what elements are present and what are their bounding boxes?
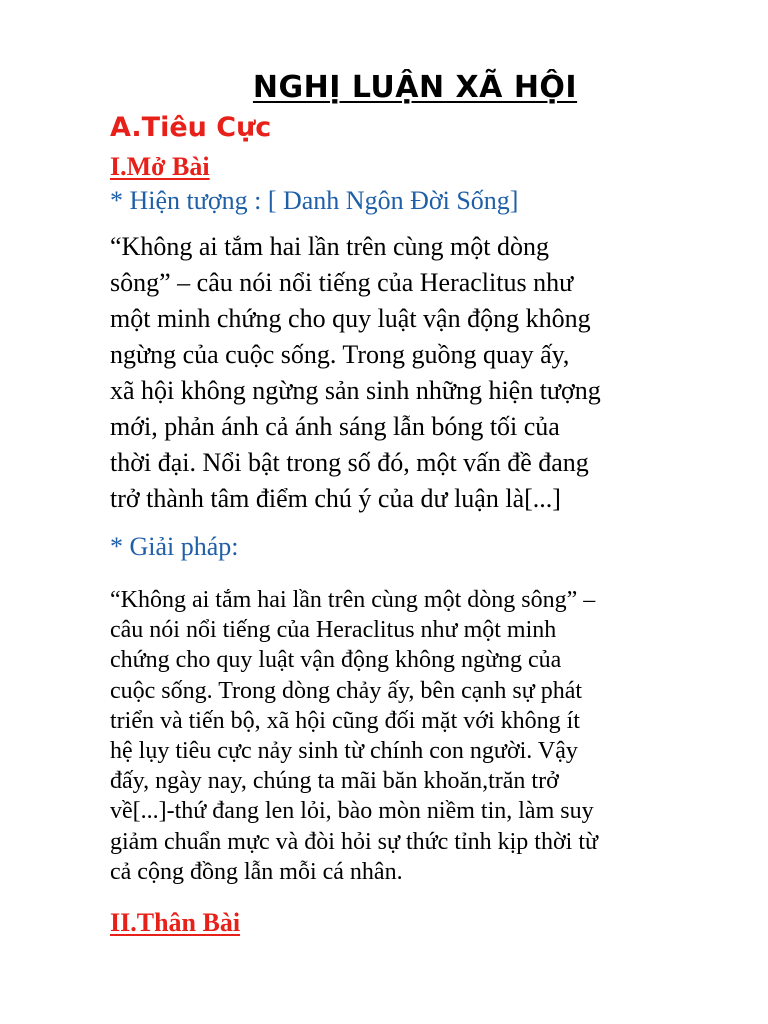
- paragraph-line: chứng cho quy luật vận động không ngừng của: [110, 647, 562, 674]
- intro-heading: I.Mở Bài: [110, 152, 210, 181]
- intro-paragraph-phenomenon: [110, 229, 710, 517]
- paragraph-line: cuộc sống. Trong dòng chảy ấy, bên cạnh sự phát: [110, 677, 583, 704]
- paragraph-line: một minh chứng cho quy luật vận động không: [110, 304, 591, 333]
- body-heading: II.Thân Bài: [110, 908, 241, 937]
- paragraph-line: “Không ai tắm hai lần trên cùng một dòng sông” –: [110, 587, 596, 613]
- paragraph-line: mới, phản ánh cả ánh sáng lẫn bóng tối của: [110, 412, 560, 441]
- paragraph-line: hệ lụy tiêu cực nảy sinh từ chính con người. Vậy: [110, 738, 578, 765]
- paragraph-line: giảm chuẩn mực và đòi hỏi sự thức tỉnh kịp thời từ: [110, 828, 598, 855]
- paragraph-line: trở thành tâm điểm chú ý của dư luận là[...]: [110, 484, 561, 513]
- paragraph-line: xã hội không ngừng sản sinh những hiện tượng: [110, 376, 601, 405]
- paragraph-line: câu nói nổi tiếng của Heraclitus như một minh: [110, 617, 557, 644]
- phenomenon-label: * Hiện tượng : [ Danh Ngôn Đời Sống]: [110, 186, 519, 215]
- paragraph-line: triển và tiến bộ, xã hội cũng đối mặt với không ít: [110, 707, 580, 734]
- solution-label: * Giải pháp:: [110, 532, 239, 561]
- paragraph-line: sông” – câu nói nổi tiếng của Heraclitus như: [110, 268, 574, 297]
- paragraph-line: đấy, ngày nay, chúng ta mãi băn khoăn,trăn trở: [110, 768, 559, 795]
- paragraph-line: về[...]-thứ đang len lỏi, bào mòn niềm tin, làm suy: [110, 798, 594, 825]
- section-a-heading: A.Tiêu Cực: [110, 112, 272, 143]
- paragraph-line: ngừng của cuộc sống. Trong guồng quay ấy,: [110, 340, 570, 369]
- intro-paragraph-solution: [110, 585, 710, 887]
- document-title: NGHỊ LUẬN XÃ HỘI: [252, 70, 578, 105]
- paragraph-line: “Không ai tắm hai lần trên cùng một dòng: [110, 232, 550, 261]
- paragraph-line: thời đại. Nổi bật trong số đó, một vấn đề đang: [110, 448, 589, 477]
- paragraph-line: cả cộng đồng lẫn mỗi cá nhân.: [110, 858, 403, 885]
